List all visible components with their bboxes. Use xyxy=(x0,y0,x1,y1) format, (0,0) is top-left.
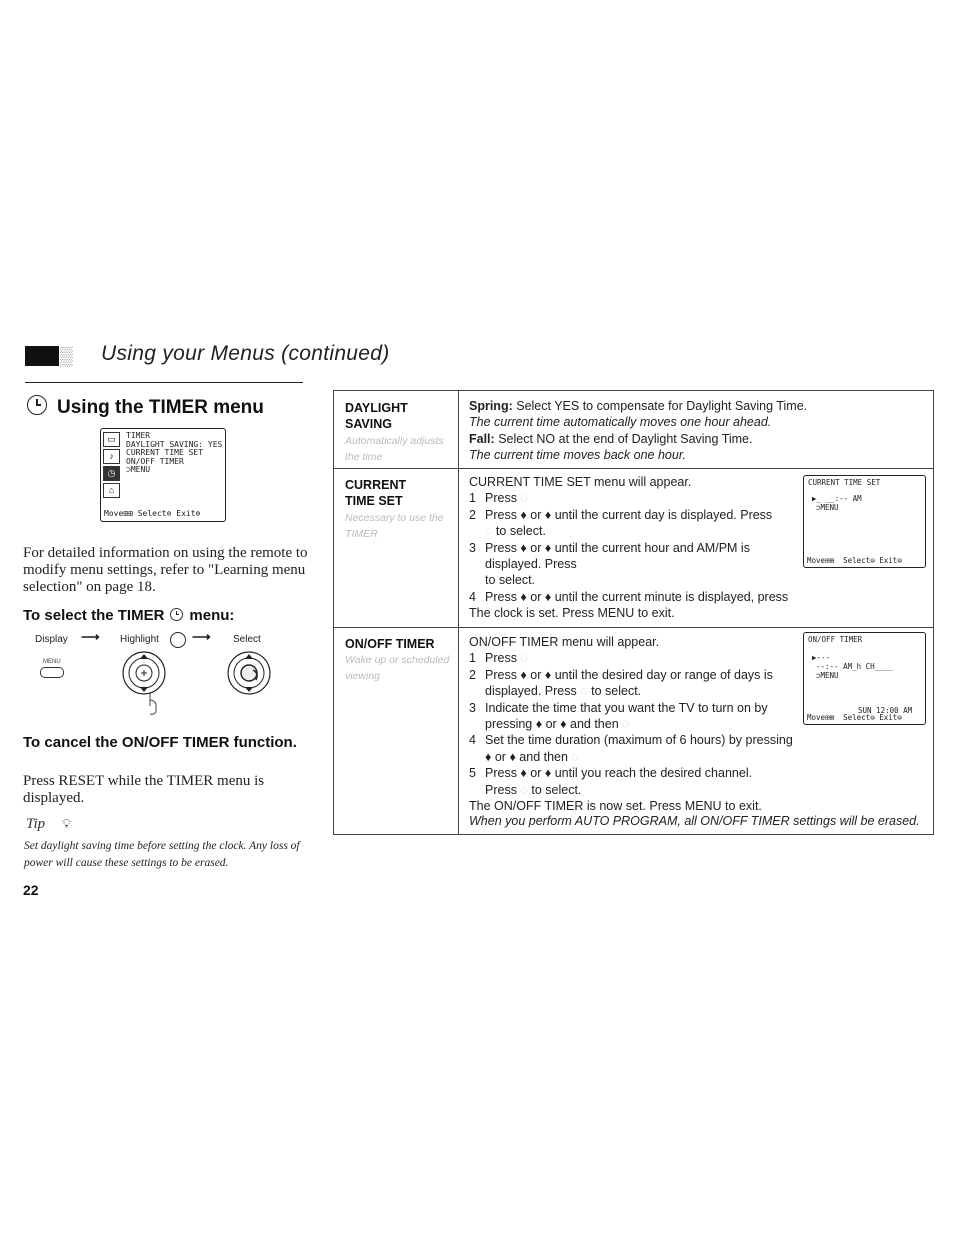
timer-icon: ◷ xyxy=(103,466,120,481)
select-heading-text-b: menu: xyxy=(189,607,235,624)
step-number: 3 xyxy=(469,540,476,555)
osd-time-line: ▶_ __:-- AM xyxy=(812,494,862,503)
step-number: 2 xyxy=(469,507,476,522)
osd-menu-line: ⊃MENU xyxy=(816,671,839,680)
step-text: Press xyxy=(485,491,517,506)
osd-title: CURRENT TIME SET xyxy=(808,478,881,487)
joystick-icon: ◌ xyxy=(520,491,528,506)
page-header-title: Using your Menus (continued) xyxy=(101,342,390,365)
osd-line: DAYLIGHT SAVING: YES xyxy=(126,439,223,449)
spring-text: Select YES to compensate for Daylight Saving Time. xyxy=(516,399,808,413)
menu-button-label: MENU xyxy=(43,659,61,665)
step-item xyxy=(469,700,799,733)
daylight-saving-label xyxy=(345,400,455,432)
step-text: Press ♦ or ♦ until the desired day or range of days is displayed. Press xyxy=(485,667,773,699)
header-pattern-mark: ▒ xyxy=(60,346,73,366)
header-block-mark xyxy=(25,346,59,366)
spring-line xyxy=(469,398,924,414)
step-select-label: Select xyxy=(233,634,261,645)
osd-title: ON/OFF TIMER xyxy=(808,635,863,644)
osd-time-line: --:-- AM_h CH____ xyxy=(816,662,893,671)
joystick-icon: ◌ xyxy=(571,749,579,764)
osd-footer: Move⊞⊞ Select⊜ Exit⊜ xyxy=(104,509,201,518)
step-item xyxy=(469,765,799,781)
osd-line: TIMER xyxy=(126,431,151,440)
daylight-saving-sublabel: Automatically adjusts the time xyxy=(345,435,444,463)
step-item-cont xyxy=(469,572,799,588)
step-text: to select. xyxy=(591,684,642,699)
step-number: 1 xyxy=(469,651,476,666)
step-text: Press xyxy=(485,651,517,666)
on-off-timer-steps xyxy=(469,634,799,814)
step-item xyxy=(469,507,799,523)
osd-line: CURRENT TIME SET xyxy=(126,448,204,457)
on-off-timer-label: ON/OFF TIMER xyxy=(345,637,435,651)
spring-note: The current time automatically moves one hour ahead. xyxy=(469,415,772,430)
page-number: 22 xyxy=(23,882,39,898)
osd-footer: Move⊞⊞ Select⊜ Exit⊜ xyxy=(807,713,902,722)
step-item xyxy=(469,490,799,506)
joystick-icon: ◌ xyxy=(485,524,493,539)
step-item xyxy=(469,732,799,765)
step-number: 5 xyxy=(469,766,476,781)
step-number: 2 xyxy=(469,667,476,682)
lightbulb-icon: 💡︎ xyxy=(62,816,72,831)
fall-label: Fall: xyxy=(469,431,495,446)
arrow-right-icon: ⟶ xyxy=(192,629,211,644)
clock-icon xyxy=(27,395,47,415)
joystick-select-icon xyxy=(225,650,273,696)
clock-icon xyxy=(170,608,183,621)
timer-menu-heading xyxy=(27,395,264,419)
osd-footer: Move⊞⊞ Select⊜ Exit⊜ xyxy=(807,556,902,565)
step-item xyxy=(469,650,799,666)
menu-button-icon xyxy=(40,667,64,678)
joystick-icon: ◌ xyxy=(622,717,630,732)
osd-line: ⊃MENU xyxy=(126,465,151,474)
step-number: 4 xyxy=(469,589,476,604)
step-text: Indicate the time that you want the TV to turn on by pressing ♦ or ♦ and then xyxy=(485,700,768,732)
fall-text: Select NO at the end of Daylight Saving Time. xyxy=(498,431,753,446)
row-label-line: SAVING xyxy=(345,417,392,431)
osd-lines xyxy=(126,432,222,475)
step-number: 3 xyxy=(469,700,476,715)
intro-paragraph: For detailed information on using the remote to modify menu settings, refer to "Learning menu selection" on page 18. xyxy=(23,545,308,595)
cancel-timer-heading: To cancel the ON/OFF TIMER function. xyxy=(23,734,297,751)
step-outro: The ON/OFF TIMER is now set. Press MENU to exit. xyxy=(469,799,762,814)
step-text: Press xyxy=(485,782,517,797)
step-number: 4 xyxy=(469,733,476,748)
step-text: Press ♦ or ♦ until you reach the desired channel. xyxy=(485,766,753,781)
arrow-right-icon: ⟶ xyxy=(81,629,100,644)
on-off-timer-osd xyxy=(803,632,926,725)
select-heading-text-a: To select the TIMER xyxy=(23,607,165,624)
step-highlight-label: Highlight xyxy=(120,634,159,645)
setup-icon: ⌂ xyxy=(103,483,120,498)
step-outro: The clock is set. Press MENU to exit. xyxy=(469,606,675,621)
step-item-cont xyxy=(469,782,799,798)
current-time-set-steps xyxy=(469,474,799,622)
step-text: Press ♦ or ♦ until the current minute is displayed, press xyxy=(485,589,789,604)
hand-press-icon xyxy=(144,690,164,716)
step-intro: ON/OFF TIMER menu will appear. xyxy=(469,635,660,649)
step-item-cont xyxy=(469,523,799,539)
on-off-timer-sublabel: Wake up or scheduled viewing xyxy=(345,654,450,682)
cancel-timer-text: Press RESET while the TIMER menu is displayed. xyxy=(23,773,265,806)
table-row-divider xyxy=(334,627,933,628)
tip-label: Tip xyxy=(26,816,46,832)
row-label-line: DAYLIGHT xyxy=(345,401,408,415)
step-intro: CURRENT TIME SET menu will appear. xyxy=(469,475,692,489)
step-text: to select. xyxy=(485,573,536,588)
table-column-divider xyxy=(458,391,459,834)
table-row-divider xyxy=(334,468,933,469)
current-time-set-sublabel: Necessary to use the TIMER xyxy=(345,512,444,540)
joystick-icon: ◌ xyxy=(520,782,528,797)
clock-icon xyxy=(170,632,186,648)
step-display-label: Display xyxy=(35,634,68,645)
step-text: Press ♦ or ♦ until the current day is displayed. Press xyxy=(485,507,773,522)
row-label-line: TIME SET xyxy=(345,494,403,508)
step-item xyxy=(469,667,799,700)
current-time-set-osd xyxy=(803,475,926,568)
spring-label: Spring: xyxy=(469,399,513,413)
picture-icon: ▭ xyxy=(103,432,120,447)
fall-line xyxy=(469,431,924,447)
daylight-saving-description xyxy=(469,398,924,464)
step-text: Press ♦ or ♦ until the current hour and AM/PM is displayed. Press xyxy=(485,540,750,572)
joystick-icon: ◌ xyxy=(580,684,588,699)
osd-clock: SUN 12:00 AM xyxy=(858,706,913,715)
step-text: to select. xyxy=(531,782,582,797)
header-rule xyxy=(25,382,303,383)
step-text: Set the time duration (maximum of 6 hours) by pressing ♦ or ♦ and then xyxy=(485,733,793,764)
auto-program-note: When you perform AUTO PROGRAM, all ON/OFF TIMER settings will be erased. xyxy=(469,814,920,828)
osd-menu-line: ⊃MENU xyxy=(816,503,839,512)
select-timer-heading xyxy=(23,607,234,625)
row-label-line: CURRENT xyxy=(345,478,407,492)
joystick-icon: ◌ xyxy=(520,651,528,666)
audio-icon: ♪ xyxy=(103,449,120,464)
osd-line: ON/OFF TIMER xyxy=(126,456,184,466)
step-text: to select. xyxy=(495,524,546,539)
current-time-set-label xyxy=(345,477,455,509)
tip-text: Set daylight saving time before setting the clock. Any loss of power will cause these settings to be erased. xyxy=(24,840,300,869)
step-item xyxy=(469,589,799,605)
step-number: 1 xyxy=(469,491,476,506)
osd-day-line: ▶--- xyxy=(812,653,831,662)
timer-heading-text: Using the TIMER menu xyxy=(57,397,264,418)
fall-note: The current time moves back one hour. xyxy=(469,448,686,463)
step-item xyxy=(469,540,799,573)
osd-menu-icons xyxy=(103,432,121,495)
